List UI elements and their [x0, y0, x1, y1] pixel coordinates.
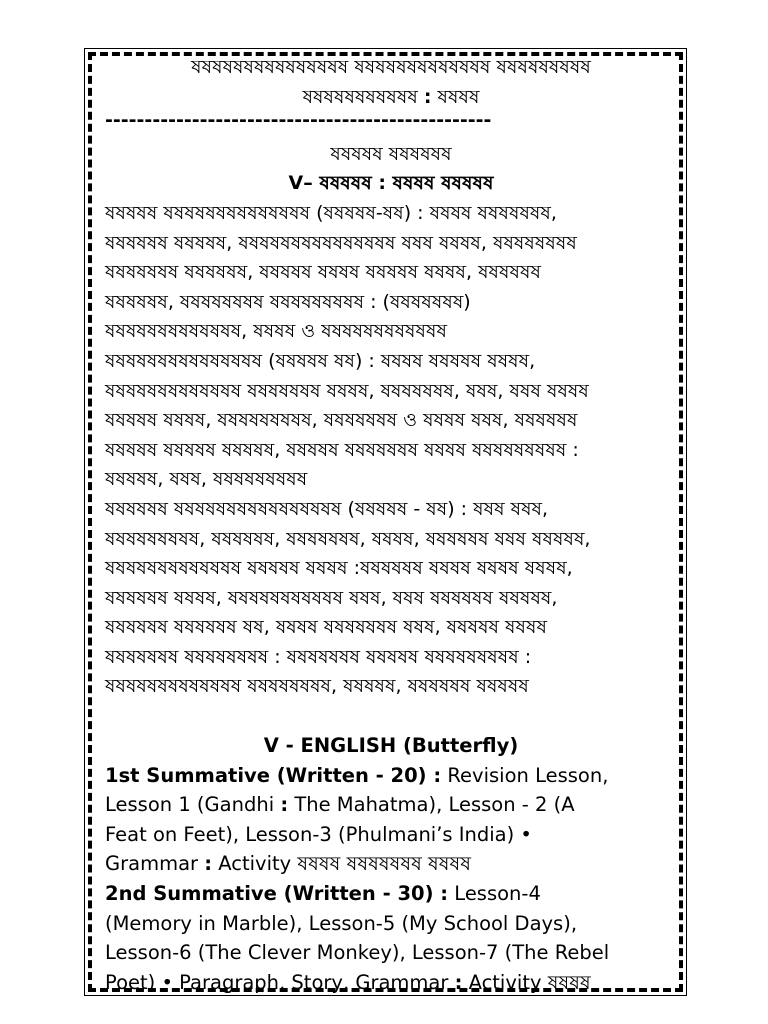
header-line-2-separator: :: [423, 85, 432, 108]
header-line-2-left: ষষষষষষষষষষষ: [302, 85, 418, 108]
colon: :: [454, 970, 463, 994]
summative-1-label: 1st Summative (Written - 20) :: [105, 763, 442, 787]
text-line: ষষষষষষষষষষষষষ, ষষষষ ও ষষষষষষষষষষষষ: [105, 320, 447, 343]
header-divider: -------------------------------------------------: [105, 109, 492, 132]
text-line: ষষষষষ, ষষষ, ষষষষষষষষষ: [105, 468, 308, 491]
english-section-heading: V - ENGLISH (Butterfly): [263, 734, 519, 758]
summative-2-line-1: [105, 879, 677, 909]
summative-2-line-2: (Memory in Marble), Lesson-5 (My School Days),: [105, 911, 578, 935]
summative-2-line-4: [105, 968, 677, 996]
text-line: ষষষষষষষষষষষষষষষ (ষষষষষ ষষ) : ষষষষ ষষষষষ ষষষষ,: [105, 349, 536, 372]
text-line: ষষষষষষষষষষষষষ ষষষষষষষ ষষষষ, ষষষষষষষ, ষষষ, ষষষ ষষষষ: [105, 379, 589, 402]
summative-1-line-2: [105, 790, 677, 820]
text-line: ষষষষষ ষষষষষ ষষষষষ, ষষষষষ ষষষষষষষ ষষষষ ষষষষষষষষষ :: [105, 438, 579, 461]
text-line: ষষষষষষষ ষষষষষষ, ষষষষষ ষষষষ ষষষষষ ষষষষ, ষষষষষষ: [105, 261, 541, 284]
text-line: ষষষষষষষষষষষষষ ষষষষষষষষ, ষষষষষ, ষষষষষষ ষষষষষ: [105, 675, 529, 698]
text-line: ষষষষষ ষষষষষষষষষষষষষষ (ষষষষষ-ষষ) : ষষষষ ষষষষষষষ,: [105, 201, 557, 224]
summative-1-line-3: Feat on Feet), Lesson-3 (Phulmani’s India) •: [105, 822, 532, 846]
summative-2-text: Lesson-4: [448, 882, 541, 906]
text-span: Activity ষষষষ: [462, 970, 591, 994]
text-line: ষষষষষষ ষষষষ, ষষষষষষষষষষষ ষষষ, ষষষ ষষষষষষ ষষষষষ,: [105, 586, 558, 609]
text-line: ষষষষষষ ষষষষষষষষষষষষষষষষ (ষষষষষ - ষষ) : ষষষ ষষষ,: [105, 497, 549, 520]
text-span: The Mahatma), Lesson - 2 (A: [288, 793, 575, 817]
bengali-syllabus-text: [105, 199, 677, 702]
document-page: [84, 48, 687, 996]
header-line-1: ষষষষষষষষষষষষষষষ ষষষষষষষষষষষষষ ষষষষষষষষষ: [191, 56, 591, 78]
text-line: ষষষষষষষষষ, ষষষষষষ, ষষষষষষষ, ষষষষ, ষষষষষষ ষষষ ষষষষষ,: [105, 527, 591, 550]
colon: :: [204, 852, 213, 876]
colon: :: [280, 793, 289, 817]
text-line: ষষষষষষ ষষষষষ, ষষষষষষষষষষষষষষষ ষষষ ষষষষ, ষষষষষষষষ: [105, 231, 577, 254]
text-line: ষষষষষষ, ষষষষষষষষ ষষষষষষষষষ : (ষষষষষষষ): [105, 290, 471, 313]
document-content: [105, 53, 677, 996]
text-line: ষষষষষ ষষষষ, ষষষষষষষষষ, ষষষষষষষ ও ষষষষ ষষষ, ষষষষষষ: [105, 409, 578, 432]
summative-2-label: 2nd Summative (Written - 30) :: [105, 882, 449, 906]
summative-1-text: Revision Lesson,: [441, 763, 609, 787]
section-gap: [105, 702, 677, 731]
text-span: Poet) • Paragraph, Story, Grammar: [105, 970, 455, 994]
english-syllabus: [105, 731, 677, 996]
summative-1-line-4: [105, 849, 677, 879]
summative-2-line-3: Lesson-6 (The Clever Monkey), Lesson-7 (The Rebel: [105, 941, 610, 965]
text-span: Activity ষষষষ ষষষষষষষ ষষষষ: [212, 852, 472, 876]
text-line: ষষষষষষষষষষষষষ ষষষষষ ষষষষ :ষষষষষষ ষষষষ ষষষষ ষষষষ,: [105, 557, 573, 580]
text-span: Grammar: [105, 852, 205, 876]
section-subtitle: ষষষষষ ষষষষষষ: [330, 142, 452, 165]
text-span: Lesson 1 (Gandhi: [105, 793, 281, 817]
text-line: ষষষষষষষ ষষষষষষষষ : ষষষষষষষ ষষষষষ ষষষষষষষষষ :: [105, 645, 532, 668]
summative-1-line-1: [105, 761, 677, 791]
text-line: ষষষষষষ ষষষষষষ ষষ, ষষষষ ষষষষষষষ ষষষ, ষষষষষ ষষষষ: [105, 616, 547, 639]
bengali-section-heading: V– ষষষষষ : ষষষষ ষষষষষ: [288, 172, 494, 195]
header-line-2-right: ষষষষ: [437, 85, 480, 108]
